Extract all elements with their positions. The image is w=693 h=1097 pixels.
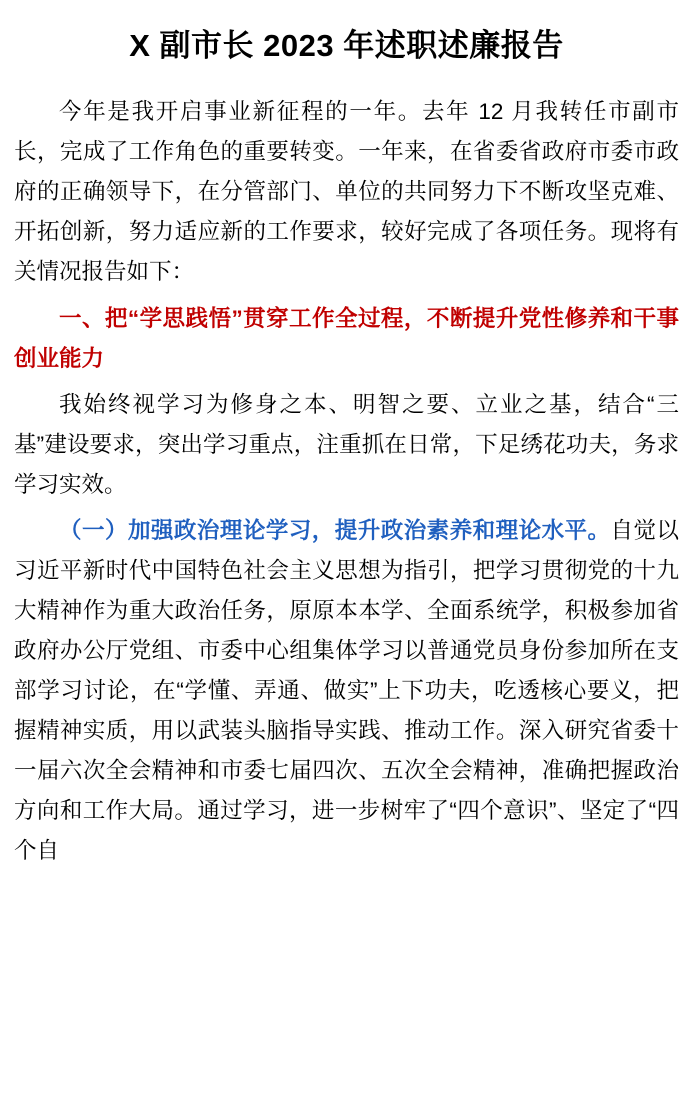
section-heading-one: 一、把“学思践悟”贯穿工作全过程，不断提升党性修养和干事创业能力 [14,305,679,371]
subsection-one-body: 自觉以习近平新时代中国特色社会主义思想为指引，把学习贯彻党的十九大精神作为重大政治任务，原原本本学、全面系统学，积极参加省政府办公厅党组、市委中心组集体学习以普通党员身份参加所在支部学习讨论，在“学懂、弄通、做实”上下功夫，吃透核心要义，把握精神实质，用以武装头脑指导实践、推动工作。深入研究省委十一届六次全会精神和市委七届四次、五次全会精神，准确把握政治方向和工作大局。通过学习，进一步树牢了“四个意识”、坚定了“四个自 [14,517,679,864]
subsection-one-lead: （一）加强政治理论学习，提升政治素养和理论水平。 [59,517,611,543]
paragraph-study: 我始终视学习为修身之本、明智之要、立业之基，结合“三基”建设要求，突出学习重点，注重抓在日常，下足绣花功夫，务求学习实效。 [14,391,679,497]
subsection-one [14,511,679,871]
paragraph-intro: 今年是我开启事业新征程的一年。去年 12 月我转任市副市长，完成了工作角色的重要转变。一年来，在省委省政府市委市政府的正确领导下，在分管部门、单位的共同努力下不断攻坚克难、开拓创新，努力适应新的工作要求，较好完成了各项任务。现将有关情况报告如下： [14,99,679,285]
page-title: X 副市长 2023 年述职述廉报告 [129,28,564,63]
